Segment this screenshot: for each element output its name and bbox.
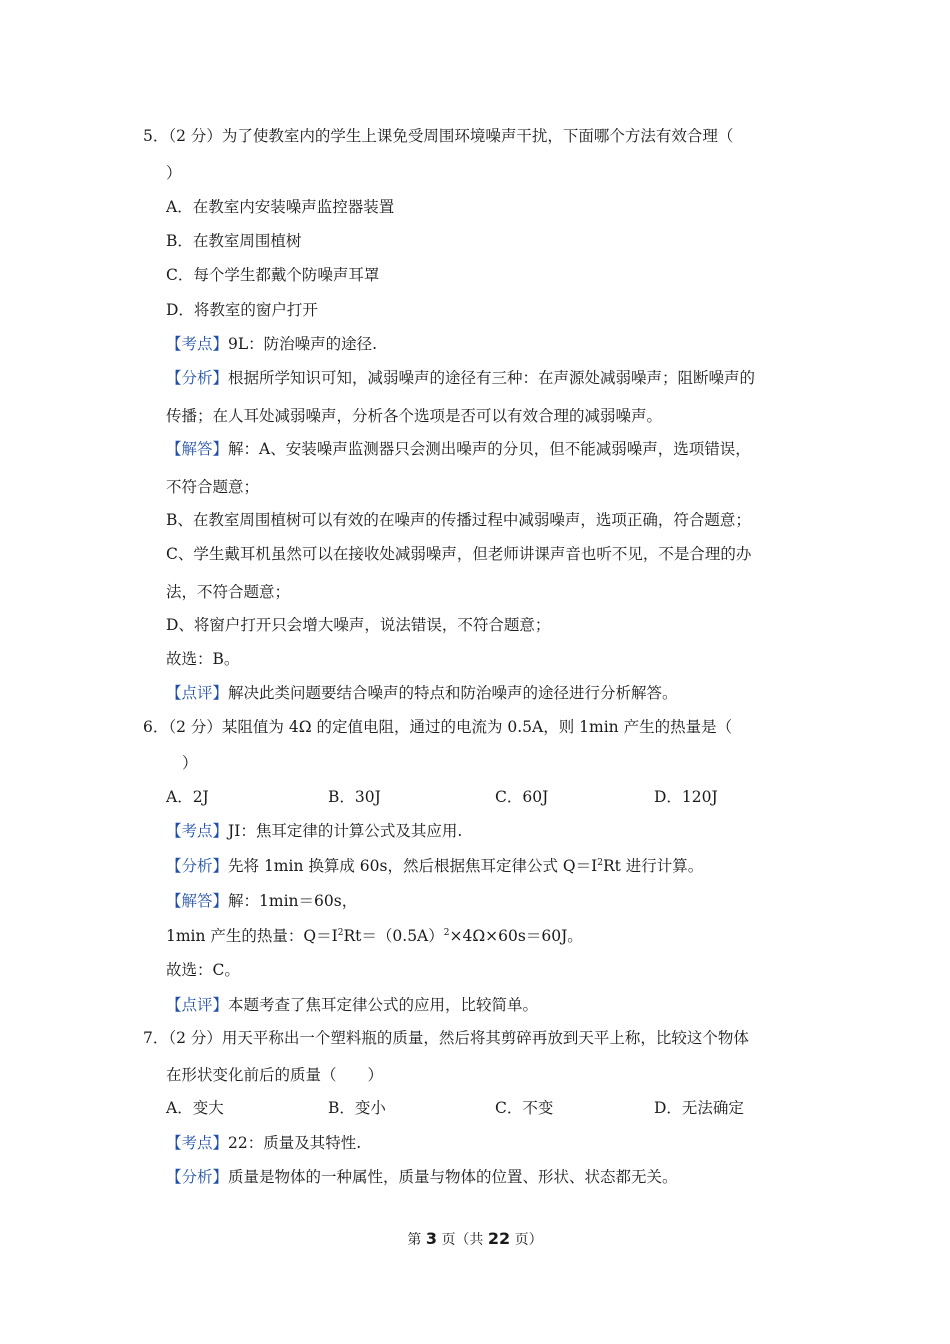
q7-option-d: D．无法确定 [654,1099,744,1117]
kaodian-text: 22：质量及其特性. [228,1134,362,1152]
q6-kaodian [166,821,462,841]
q6-option-b: B．30J [328,788,381,806]
fenxi-tag: 【分析】 [166,369,229,387]
q5-guxuan: 故选：B。 [166,650,240,668]
q6-jieda [166,891,357,911]
q6-option-c: C．60J [495,788,549,806]
q5-stem-line1: 5．（2 分）为了使教室内的学生上课免受周围环境噪声干扰，下面哪个方法有效合理（ [143,127,734,145]
q5-option-d: D．将教室的窗户打开 [166,301,318,319]
q5-option-c: C．每个学生都戴个防噪声耳罩 [166,266,380,284]
jieda-tag: 【解答】 [166,892,229,910]
q7-stem-line1: 7．（2 分）用天平称出一个塑料瓶的质量，然后将其剪碎再放到天平上称，比较这个物体 [143,1029,749,1047]
q7-kaodian [166,1133,361,1153]
fenxi-text: 先将 1min 换算成 60s，然后根据焦耳定律公式 Q＝I [228,857,598,875]
calc-text-mid: Rt＝（0.5A） [343,927,444,945]
kaodian-text: 9L：防治噪声的途径. [228,335,378,353]
footer-prefix: 第 [407,1232,422,1248]
fenxi-tag: 【分析】 [166,857,229,875]
kaodian-tag: 【考点】 [166,335,229,353]
q5-jieda-line4: C、学生戴耳机虽然可以在接收处减弱噪声，但老师讲课声音也听不见，不是合理的办 [166,545,752,563]
kaodian-tag: 【考点】 [166,822,229,840]
superscript: 2 [337,928,344,938]
q5-option-b: B．在教室周围植树 [166,232,302,250]
dianping-text: 本题考查了焦耳定律公式的应用，比较简单。 [228,996,539,1014]
q5-kaodian [166,334,377,354]
q5-fenxi-line2: 传播；在人耳处减弱噪声，分析各个选项是否可以有效合理的减弱噪声。 [166,407,663,425]
q5-jieda-line5: 法，不符合题意； [166,583,291,601]
q7-option-c: C．不变 [495,1099,554,1117]
q5-dianping [166,683,678,703]
q6-fenxi [166,856,703,876]
superscript: 2 [597,858,603,868]
jieda-text-1: 解：1min＝60s， [228,892,358,910]
dianping-text: 解决此类问题要结合噪声的特点和防治噪声的途径进行分析解答。 [228,684,678,702]
q7-stem-line2: 在形状变化前后的质量（ ） [166,1066,384,1084]
dianping-tag: 【点评】 [166,684,229,702]
q6-option-d: D．120J [654,788,718,806]
q5-jieda-line6: D、将窗户打开只会增大噪声，说法错误，不符合题意； [166,616,551,634]
page-footer [0,1229,950,1250]
kaodian-text: JI：焦耳定律的计算公式及其应用. [228,822,463,840]
superscript: 2 [443,928,450,938]
q6-calculation [166,926,583,946]
q5-fenxi [166,368,755,388]
q5-jieda [166,439,751,459]
fenxi-text-1: 根据所学知识可知，减弱噪声的途径有三种：在声源处减弱噪声；阻断噪声的 [228,369,756,387]
q5-stem-line2: ） [166,164,182,182]
jieda-tag: 【解答】 [166,440,229,458]
q6-guxuan: 故选：C。 [166,961,240,979]
calc-text: 1min 产生的热量：Q＝I [166,927,338,945]
q7-option-a: A．变大 [166,1099,224,1117]
fenxi-text-end: Rt 进行计算。 [602,857,704,875]
q6-stem-line2: ） [182,754,198,772]
page-total: 22 [487,1229,511,1248]
footer-middle: 页（共 [441,1232,484,1248]
q5-jieda-line3: B、在教室周围植树可以有效的在噪声的传播过程中减弱噪声，选项正确，符合题意； [166,511,751,529]
q6-stem-line1: 6．（2 分）某阻值为 4Ω 的定值电阻，通过的电流为 0.5A，则 1min 产生的热量是（ [143,718,733,736]
footer-suffix: 页） [514,1232,543,1248]
jieda-text-1: 解：A、安装噪声监测器只会测出噪声的分贝，但不能减弱噪声，选项错误， [228,440,751,458]
q6-option-a: A．2J [166,788,209,806]
fenxi-text: 质量是物体的一种属性，质量与物体的位置、形状、状态都无关。 [228,1168,678,1186]
calc-text-end: ×4Ω×60s＝60J。 [449,927,583,945]
q6-dianping [166,995,538,1015]
kaodian-tag: 【考点】 [166,1134,229,1152]
q5-jieda-line2: 不符合题意； [166,478,260,496]
fenxi-tag: 【分析】 [166,1168,229,1186]
q7-fenxi [166,1167,678,1187]
dianping-tag: 【点评】 [166,996,229,1014]
page-number: 3 [425,1229,437,1248]
q7-option-b: B．变小 [328,1099,386,1117]
q5-option-a: A．在教室内安装噪声监控器装置 [166,198,395,216]
